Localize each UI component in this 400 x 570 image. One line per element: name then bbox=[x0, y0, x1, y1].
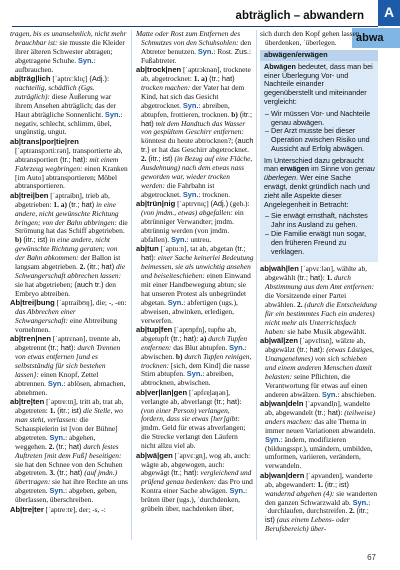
grammar-label: (tr.; hat) bbox=[68, 199, 95, 209]
guide-word-tab: abwa bbox=[352, 28, 400, 48]
synonym-label: Syn. bbox=[321, 389, 338, 399]
entry-text: (geh.): bbox=[228, 199, 250, 209]
dictionary-entry bbox=[260, 400, 378, 471]
entry-text: : brüten über (ugs.), ˈdurchdenken, grübeln über, nachdenken über, bbox=[141, 486, 248, 514]
definition-text: durch festes Auftreten [mit dem Fuß] beseitigen: bbox=[15, 441, 122, 460]
synonym-label: Syn. bbox=[104, 109, 121, 119]
synonym-label: Syn. bbox=[186, 369, 203, 379]
headword: ab|tren|nen bbox=[10, 334, 51, 344]
entry-text: [ˈaptraibʊŋ], die; -, -en: bbox=[54, 298, 127, 308]
dictionary-entry bbox=[10, 398, 128, 505]
entry-text: : bbox=[85, 154, 90, 164]
grammar-label: (itr.; ist) bbox=[265, 506, 369, 525]
dictionary-entry bbox=[260, 337, 378, 399]
entry-text: eine Abtreibung vornehmen. bbox=[15, 316, 118, 334]
entry-text: : bbox=[73, 343, 78, 353]
definition-text: durch Tupfen entfernen: bbox=[141, 333, 248, 352]
sense-number: 2. bbox=[48, 441, 57, 451]
sense-number: 1. a) bbox=[193, 74, 210, 84]
column-divider bbox=[131, 30, 132, 540]
entry-text: [ˈapfɛɐ̯laŋən], verlangte ab, abverlangt bbox=[141, 387, 230, 406]
definition-text: (etwas Lästiges, Unangenehmes) von sich schieben und einem anderen Menschen damit belasten: bbox=[265, 345, 374, 381]
column-divider bbox=[256, 30, 257, 540]
headword: ab|wä|gen bbox=[136, 450, 173, 460]
entry-text: einen Knopf, Zettel abtrennen. bbox=[15, 369, 99, 388]
entry-text: ein abtrünniger Verwandter; jmdm. abtrünnig werden (von jmdm. abfallen). bbox=[141, 208, 244, 244]
sense-number: 1. bbox=[326, 273, 334, 283]
sense-number: 1. bbox=[49, 406, 58, 416]
grammar-label: Zus. bbox=[234, 46, 249, 56]
sense-number: 2. bbox=[297, 300, 305, 310]
grammar-label: (tr.; hat) bbox=[209, 74, 235, 84]
synonym-label: Syn. bbox=[47, 378, 64, 388]
entry-text: : bbox=[196, 333, 201, 343]
synonym-label: Syn. bbox=[49, 486, 66, 496]
entry-text: : ändern, modifizieren (bildungsspr.), umändern, umbilden, umformen, variieren, verändern, verwandeln. bbox=[265, 434, 373, 471]
definition-text: durch Trennen von etwas entfernen [und es selbstständig für sich bestehen lassen]: bbox=[15, 343, 121, 379]
definition-text: (teilweise) anders machen: bbox=[265, 407, 376, 426]
info-italic: genau überlegen bbox=[264, 164, 375, 183]
sense-number: 1. a) bbox=[53, 199, 69, 209]
entry-text: [ˈapvɛːgn̩], wog ab, auch: wägte ab, abgewogen, auch: abgewägt bbox=[141, 450, 251, 478]
headword: ab|tun bbox=[136, 244, 159, 254]
info-paragraph-1 bbox=[264, 63, 375, 107]
entry-text: [ˈaptrɛːklɪç] bbox=[50, 74, 90, 84]
entry-text: : abreiben, abtupfen, frottieren, trocknen. bbox=[141, 100, 232, 119]
entry-text: : bbox=[239, 396, 242, 406]
entry-text: die Fahrbahn ist abgetrocknet. bbox=[141, 180, 215, 199]
synonym-label: Syn. bbox=[229, 342, 245, 352]
definition-text: vergleichend und prüfend genau bedenken: bbox=[141, 468, 252, 487]
entry-text: das alte Thema in immer neuen Variationen abwandeln. bbox=[265, 416, 376, 435]
grammar-label: (Adj.) bbox=[89, 74, 108, 84]
headword: ab|trün|nig bbox=[136, 199, 176, 209]
grammar-label: (tr.; hat) bbox=[171, 468, 197, 478]
dictionary-entry bbox=[136, 200, 254, 245]
definition-text: Matte oder Rost zum Entfernen des Schmutzes von den Schuhsohlen: bbox=[136, 30, 241, 47]
headword: Ab|trei|bung bbox=[10, 298, 55, 308]
grammar-label: (itr.; hat) bbox=[87, 262, 115, 272]
entry-text: sie musste die Kleider ihrer älteren Schwester abtragen; abgetragene Schuhe. bbox=[15, 37, 125, 65]
synonym-label: Syn. bbox=[78, 55, 94, 65]
entry-text: [ˈaptraibn̩], trieb ab, abgetrieben: bbox=[15, 190, 110, 209]
synonym-label: Syn. bbox=[352, 497, 369, 507]
info-paragraph-2 bbox=[264, 157, 375, 210]
entry-text: sie hat ihre Rechte an uns abgetreten. bbox=[15, 477, 128, 496]
dictionary-entry bbox=[136, 245, 254, 325]
definition-text: einer Sache keinerlei Bedeutung beimessen, sie als unwichtig ansehen und beiseiteschieben: bbox=[141, 253, 254, 280]
info-term: erwägen bbox=[279, 164, 310, 174]
entry-text: könntest du heute abtrocknen?; bbox=[141, 136, 235, 146]
info-box-title: abwägen/erwägen bbox=[260, 50, 378, 61]
definition-text: mit dem Handtuch das Wasser von gespültem Geschirr entfernen: bbox=[141, 118, 246, 137]
entry-text: er hat das Geschirr abgetrocknet. bbox=[149, 145, 249, 155]
entry-text: : abreiben, abtrocknen, abwischen. bbox=[141, 369, 234, 388]
synonym-label: Syn. bbox=[170, 234, 187, 244]
dictionary-entry bbox=[136, 30, 254, 66]
entry-text: : trocknen. bbox=[198, 189, 231, 199]
info-example-item: – Sie erwägt ernsthaft, nächstes Jahr ins Ausland zu gehen. bbox=[271, 212, 375, 230]
page-number: 67 bbox=[367, 553, 376, 562]
definition-text: mit einem Fahrzeug wegbringen: bbox=[15, 154, 119, 173]
entry-text: [ˈaptʊpfn̩], tupfte ab, abgetupft bbox=[141, 324, 237, 343]
entry-text: [ˈaptrɛnən], trennte ab, abgetrennt bbox=[15, 334, 121, 353]
entry-text: sie hat abgetrieben; bbox=[15, 279, 75, 289]
definition-text: trocken machen: bbox=[141, 82, 193, 92]
definition-text: (von einer Person) verlangen, fordern, dass sie etwas [her]gibt: bbox=[141, 405, 240, 424]
definition-text: (aus einem Lebens- oder Berufsbereich) über- bbox=[265, 515, 350, 534]
dictionary-entry bbox=[10, 335, 128, 397]
dictionary-entry bbox=[260, 265, 378, 336]
entry-text: : abschieben. bbox=[337, 389, 377, 399]
definition-text: die Stelle, wo man steht, verlassen: bbox=[15, 406, 123, 424]
definition-text: in eine andere, nicht gewünschte Richtung geraten; von der Bahn abkommen: bbox=[15, 235, 118, 263]
entry-text: diese Äußerung war ihrem Ansehen abträglich; das der Haut abträgliche Sonnenlicht. bbox=[15, 91, 116, 119]
sense-number: 2. bbox=[349, 506, 357, 516]
entry-text: : bbox=[107, 74, 110, 84]
entry-text: [ˈapvɛːlən], wählte ab, abgewählt bbox=[265, 264, 368, 283]
entry-text: [ˈapvandɐn], wanderte ab, abgewandert: bbox=[265, 470, 373, 489]
dictionary-entry bbox=[136, 326, 254, 388]
entry-text: jmdm. Geld für etwas abverlangen; die Strecke verlangt den Läufern nicht allzu viel ab. bbox=[141, 423, 246, 451]
entry-text: [ˈaptrɔknən], trocknete ab, abgetrocknet: bbox=[141, 65, 251, 84]
definition-text: in eine andere, nicht gewünschte Richtung bringen; von der Bahn abbringen: bbox=[15, 199, 119, 227]
dictionary-entry bbox=[10, 30, 128, 75]
headword: ab|trans|por|tie|ren bbox=[10, 136, 79, 146]
entry-text: : bbox=[322, 273, 327, 283]
entry-text: : bbox=[196, 468, 201, 478]
headword: ab|wäl|zen bbox=[260, 336, 299, 346]
sense-number: a) bbox=[200, 333, 209, 343]
grammar-label: (tr.; hat) bbox=[56, 441, 82, 451]
entry-text: : ˈdurchlaufen, durchstreifen. bbox=[265, 497, 371, 516]
dictionary-entry bbox=[10, 75, 128, 137]
entry-text: sich durch den Kopf gehen lassen, überdenken, ˈüberlegen. bbox=[260, 30, 362, 47]
entry-text: : bbox=[153, 253, 158, 263]
dictionary-entry bbox=[136, 452, 254, 514]
definition-text: (in Bezug auf eine Fläche, Ausdehnung) nach dem etwas nass geworden war, wieder trocken werden: bbox=[141, 154, 253, 190]
grammar-label: (tr.; hat) bbox=[59, 154, 86, 164]
info-example-item: – Wir müssen Vor- und Nachteile genau abwägen. bbox=[271, 110, 375, 128]
grammar-label: (tr.; hat) bbox=[296, 345, 323, 355]
entry-text: : bbox=[322, 345, 327, 355]
grammar-label: (tr.; hat) bbox=[214, 396, 240, 406]
entry-text: : aufbrauchen. bbox=[15, 55, 96, 74]
info-example-item: – Der Arzt musste bei dieser Operation zwischen Risiko und Aussicht auf Erfolg abwägen. bbox=[271, 127, 375, 153]
dictionary-entry bbox=[10, 192, 128, 299]
dictionary-entry bbox=[136, 66, 254, 200]
grammar-label: (tr.; hat) bbox=[170, 333, 197, 343]
dictionary-entry bbox=[260, 30, 378, 48]
sense-number: b) bbox=[15, 235, 24, 245]
entry-text: seine Pflichten, die Verantwortung für etwas auf einen anderen abwälzen. bbox=[265, 371, 368, 399]
dictionary-entry bbox=[10, 299, 128, 335]
entry-text: den Embryo abtreiben. bbox=[15, 279, 117, 298]
entry-text: : untreu. bbox=[186, 234, 212, 244]
sense-number: b) bbox=[175, 351, 185, 361]
grammar-label: (tr.; hat) bbox=[48, 343, 74, 353]
headword: ab|tre|ten bbox=[10, 397, 45, 407]
entry-text: [ˈaptreːtn̩], tritt ab, trat ab, abgetreten: bbox=[15, 397, 124, 416]
entry-text: die Strömung hat das Schiff abgetrieben. bbox=[15, 217, 128, 236]
definition-text: (auf jmdn.) übertragen: bbox=[15, 468, 118, 487]
sense-number: 2. bbox=[79, 262, 88, 272]
sense-number: 1. bbox=[317, 479, 325, 489]
entry-text: einen Kranken [im Auto] abtransportieren; Möbel abtransportieren. bbox=[15, 163, 128, 191]
sense-number: 3. bbox=[49, 468, 57, 478]
definition-text: (von jmdm., etwas) abgefallen: bbox=[141, 208, 235, 218]
entry-text: [sich, dem Kind] die nasse Stirn abtupfen. bbox=[141, 360, 250, 379]
synonym-label: Syn. bbox=[182, 189, 199, 199]
synonym-label: Syn. bbox=[182, 100, 199, 110]
synonym-label: Syn. bbox=[265, 434, 281, 444]
headword: ab|träg|lich bbox=[10, 74, 51, 84]
entry-text: das Blut abtupfen. bbox=[173, 342, 230, 352]
definition-text: (durch die Entscheidung für ein bestimmtes Fach ein anderes) nicht mehr als Unterrichtsfach haben: bbox=[265, 300, 377, 336]
dictionary-entry bbox=[10, 138, 128, 191]
sense-number: b) bbox=[231, 109, 240, 119]
headword: Ab|tre|ter bbox=[10, 504, 44, 514]
entry-text: : abgehen, weggehen. bbox=[15, 432, 96, 451]
entry-text: sie hat den Schnee von den Schuhen abgetreten. bbox=[15, 459, 123, 478]
info-text: im Sinne von bbox=[309, 164, 355, 174]
definition-text: tragen, bis es unansehnlich, nicht mehr brauchbar ist: bbox=[10, 30, 127, 47]
definition-text: durch Tupfen reinigen, trocknen: bbox=[141, 351, 252, 370]
grammar-label: (itr.; ist) bbox=[57, 406, 82, 416]
entry-text: : ablösen, abmachen, abnehmen. bbox=[15, 378, 126, 397]
entry-text: [ˈapvɛltsn̩], wälzte ab, abgewälzt bbox=[265, 336, 366, 355]
entry-text: die Vorsitzende einer Partei abwählen. bbox=[265, 291, 347, 310]
column-2 bbox=[136, 30, 254, 514]
entry-text: : abwischen. bbox=[141, 342, 247, 361]
synonym-label: Syn. bbox=[49, 432, 66, 442]
dictionary-entry bbox=[260, 472, 378, 534]
grammar-label: (tr.; hat) bbox=[314, 407, 341, 417]
entry-text: den Abtreter benutzen. bbox=[141, 37, 252, 56]
entry-text: einen Einwand mit einer Handbewegung abtun; sie hat unseren Protest als unbegründet abgetan. bbox=[141, 270, 251, 307]
entry-text: die Schauspielerin ist [von der Bühne] abgetreten. bbox=[15, 414, 118, 442]
entry-text: : Fußabtreter. bbox=[141, 46, 252, 65]
grammar-label: (itr.; ist) bbox=[324, 479, 349, 489]
entry-text: das Pro und Kontra einer Sache abwägen. bbox=[141, 477, 253, 496]
entry-text: der Ballon ist langsam abgetrieben. bbox=[15, 253, 121, 272]
column-3 bbox=[260, 30, 378, 535]
headword: ab|wäh|len bbox=[260, 264, 299, 274]
info-term: Abwägen bbox=[264, 61, 296, 71]
definition-text: wandernd abgehen (4): bbox=[265, 488, 337, 498]
synonym-label: Syn. bbox=[167, 297, 184, 307]
headword: ab|ver|lan|gen bbox=[136, 387, 188, 397]
synonym-label: Syn. bbox=[229, 486, 246, 496]
entry-text: [ˈaptranspɔrtiːrən], transportierte ab, abtransportiert bbox=[15, 145, 123, 164]
headword: ab|wan|deln bbox=[260, 399, 304, 409]
info-example-list-1 bbox=[264, 110, 375, 154]
dictionary-entry bbox=[10, 506, 128, 515]
headword: ab|wan|dern bbox=[260, 470, 305, 480]
entry-text: : bbox=[340, 407, 345, 417]
entry-text: [ˈaptuːn], tat ab, abgetan bbox=[158, 244, 235, 254]
sense-number: 2. bbox=[141, 154, 149, 164]
entry-text: [ˈaptreːtɐ], der; -s, -: bbox=[43, 504, 106, 514]
synonym-label: Syn. bbox=[197, 46, 214, 56]
grammar-label: (Adj.) bbox=[210, 199, 229, 209]
info-example-item: – Die Familie erwägt nun sogar, den früheren Freund zu verklagen. bbox=[271, 230, 375, 256]
entry-text: : negativ, schlecht, schlimm, übel, ungünstig, ungut. bbox=[15, 109, 123, 137]
info-text: Im Unterschied dazu gebraucht man bbox=[264, 155, 364, 174]
info-text: . Wer eine Sache erwägt, denkt gründlich nach und zieht alle Aspekte dieser Angelegenheit in Betracht: bbox=[264, 173, 370, 209]
entry-text: : Rost. bbox=[213, 46, 235, 56]
headword: ab|trock|nen bbox=[136, 65, 182, 75]
grammar-label: (tr.; hat) bbox=[56, 468, 83, 478]
grammar-label: (itr.; ist) bbox=[23, 235, 48, 245]
column-1 bbox=[10, 30, 128, 515]
headword: ab|trei|ben bbox=[10, 190, 49, 200]
entry-text: [ˈaptrʏnɪç] bbox=[175, 199, 211, 209]
entry-text: sie habe Musik abgewählt. bbox=[287, 326, 367, 336]
header-rule bbox=[12, 26, 378, 27]
definition-text: durch Abstimmung aus dem Amt entfernen: bbox=[265, 273, 375, 292]
dictionary-entry bbox=[136, 389, 254, 451]
info-example-list-2 bbox=[264, 212, 375, 256]
letter-thumb-tab: A bbox=[378, 0, 400, 26]
entry-text: sie wanderten den ganzen Schwarzwald ab. bbox=[265, 488, 378, 507]
headword: ab|tup|fen bbox=[136, 324, 173, 334]
running-head: abträglich – abwandern bbox=[235, 10, 364, 22]
grammar-label: (auch tr.) bbox=[74, 279, 104, 289]
grammar-label: (itr.; hat) bbox=[141, 109, 253, 128]
entry-text: der Vater hat dem Kind, hat sich das Gesicht abgetrocknet. bbox=[141, 82, 245, 110]
entry-text: : abgeben, geben, überlassen, überschreiben. bbox=[15, 486, 117, 505]
grammar-label: (tr.; hat) bbox=[297, 273, 323, 283]
grammar-label: (tr.; hat) bbox=[141, 244, 246, 263]
usage-info-box bbox=[260, 50, 378, 263]
grammar-label: (auch tr.) bbox=[141, 136, 254, 155]
definition-text: das Abbrechen einer Schwangerschaft: bbox=[15, 307, 76, 325]
definition-text: die Schwangerschaft abbrechen lassen: bbox=[15, 262, 126, 280]
definition-text: nachteilig, schädlich (Ggs. zuträglich): bbox=[15, 82, 95, 101]
grammar-label: (itr.; ist) bbox=[148, 154, 173, 164]
info-text: bedeutet, dass man bei einer Überlegung Vor- und Nachteile einander gegenüberstellt und miteinander vergleicht: bbox=[264, 61, 373, 106]
entry-text: [ˈapvandl̩n], wandelte ab, abgewandelt bbox=[265, 399, 371, 417]
entry-text: : abfertigen (ugs.), abweisen, abwinken, erledigen, verwerfen. bbox=[141, 297, 238, 325]
